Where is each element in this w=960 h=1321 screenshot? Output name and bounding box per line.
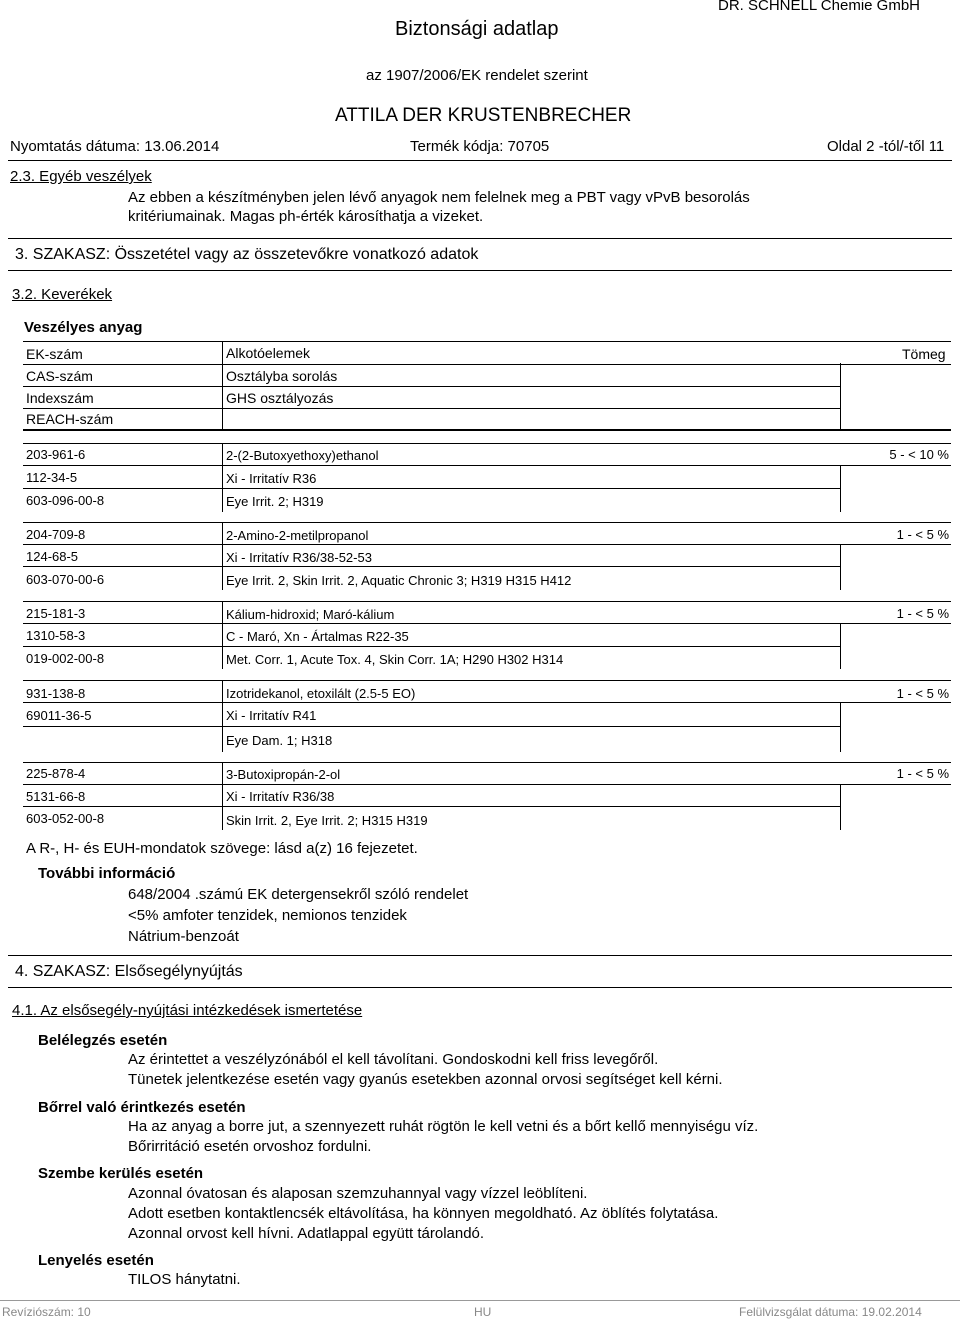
row-top-rule bbox=[23, 601, 951, 602]
section-3-top-rule bbox=[8, 238, 952, 239]
section-4-1-heading: 4.1. Az elsősegély-nyújtási intézkedések ismertetése bbox=[12, 1002, 363, 1019]
row-5-cas: 5131-66-8 bbox=[26, 789, 86, 804]
table-col-divider bbox=[222, 762, 223, 830]
language-code: HU bbox=[474, 1305, 492, 1319]
col-classification-header: Osztályba sorolás bbox=[226, 368, 338, 384]
row-2-name: 2-Amino-2-metilpropanol bbox=[226, 528, 369, 543]
ingestion-heading: Lenyelés esetén bbox=[38, 1252, 154, 1269]
row-4-ghs: Eye Dam. 1; H318 bbox=[226, 733, 333, 748]
section-3-2-heading: 3.2. Keverékek bbox=[12, 286, 113, 303]
row-1-ec: 203-961-6 bbox=[26, 447, 86, 462]
row-5-ec: 225-878-4 bbox=[26, 766, 86, 781]
section-4-top-rule bbox=[8, 955, 952, 956]
row-3-index: 019-002-00-8 bbox=[26, 651, 105, 666]
row-3-classification: C - Maró, Xn - Ártalmas R22-35 bbox=[226, 629, 409, 644]
section-4-heading: 4. SZAKASZ: Elsősegélynyújtás bbox=[15, 963, 243, 980]
table-rule bbox=[23, 488, 840, 489]
table-col-divider bbox=[840, 544, 841, 590]
row-4-mass: 1 - < 5 % bbox=[896, 686, 949, 701]
inhalation-text: Az érintettet a veszélyzónából el kell távolítani. Gondoskodni kell friss levegőről. bbox=[128, 1051, 659, 1068]
row-top-rule bbox=[23, 762, 951, 763]
row-2-mass: 1 - < 5 % bbox=[896, 527, 949, 542]
table-rule bbox=[23, 386, 223, 387]
document-title: Biztonsági adatlap bbox=[395, 18, 559, 40]
ingestion-text: TILOS hánytatni. bbox=[128, 1271, 241, 1288]
row-5-name: 3-Butoxipropán-2-ol bbox=[226, 767, 341, 782]
row-1-cas: 112-34-5 bbox=[26, 470, 78, 485]
table-rule bbox=[23, 623, 951, 624]
col-index-header: Indexszám bbox=[26, 390, 94, 406]
row-3-mass: 1 - < 5 % bbox=[896, 606, 949, 621]
table-rule bbox=[222, 408, 840, 409]
skin-contact-text: Ha az anyag a borre jut, a szennyezett ruhát rögtön le kell vetni és a bőrt kellő mennyiségu víz. bbox=[128, 1118, 759, 1135]
table-rule bbox=[23, 465, 951, 466]
hazard-heading: Veszélyes anyag bbox=[24, 319, 143, 336]
table-col-divider bbox=[222, 443, 223, 512]
regulation: az 1907/2006/EK rendelet szerint bbox=[366, 67, 588, 84]
table-col-divider bbox=[840, 623, 841, 669]
review-date: Felülvizsgálat dátuma: 19.02.2014 bbox=[739, 1305, 922, 1319]
row-top-rule bbox=[23, 443, 951, 444]
table-rule bbox=[23, 806, 840, 807]
company-name: DR. SCHNELL Chemie GmbH bbox=[718, 0, 920, 14]
row-1-classification: Xi - Irritatív R36 bbox=[226, 471, 317, 486]
row-4-classification: Xi - Irritatív R41 bbox=[226, 708, 317, 723]
row-4-cas: 69011-36-5 bbox=[26, 708, 92, 723]
table-top-rule bbox=[23, 341, 951, 342]
more-info-line: <5% amfoter tenzidek, nemionos tenzidek bbox=[128, 907, 407, 924]
table-rule bbox=[23, 646, 840, 647]
table-col-divider bbox=[222, 601, 223, 669]
table-header-bottom-rule bbox=[23, 429, 951, 431]
table-rule bbox=[222, 386, 840, 387]
row-2-classification: Xi - Irritatív R36/38-52-53 bbox=[226, 550, 372, 565]
inhalation-heading: Belélegzés esetén bbox=[38, 1032, 168, 1049]
table-col-divider bbox=[222, 680, 223, 752]
col-mass-header: Tömeg bbox=[902, 346, 946, 362]
table-col-divider bbox=[840, 465, 841, 512]
eye-contact-text: Azonnal óvatosan és alaposan szemzuhannyal vagy vízzel leöblíteni. bbox=[128, 1185, 588, 1202]
product-code: Termék kódja: 70705 bbox=[410, 138, 550, 155]
row-1-mass: 5 - < 10 % bbox=[889, 447, 949, 462]
more-info-line: Nátrium-benzoát bbox=[128, 928, 239, 945]
section-3-bottom-rule bbox=[8, 270, 952, 271]
section-2-3-text-1: Az ebben a készítményben jelen lévő anyagok nem felelnek meg a PBT vagy vPvB besorolás bbox=[128, 189, 750, 206]
table-rule bbox=[23, 566, 840, 567]
table-rule bbox=[23, 364, 223, 365]
col-ec-header: EK-szám bbox=[26, 346, 83, 362]
print-date: Nyomtatás dátuma: 13.06.2014 bbox=[10, 138, 220, 155]
table-rule bbox=[23, 784, 951, 785]
row-2-cas: 124-68-5 bbox=[26, 549, 79, 564]
col-reach-header: REACH-szám bbox=[26, 411, 114, 427]
col-cas-header: CAS-szám bbox=[26, 368, 93, 384]
table-col-divider bbox=[840, 702, 841, 752]
row-5-ghs: Skin Irrit. 2, Eye Irrit. 2; H315 H319 bbox=[226, 813, 428, 828]
page-number: Oldal 2 -tól/-től 11 bbox=[827, 138, 945, 155]
eye-contact-text: Azonnal orvost kell hívni. Adatlappal együtt tárolandó. bbox=[128, 1225, 485, 1242]
row-3-ghs: Met. Corr. 1, Acute Tox. 4, Skin Corr. 1A; H290 H302 H314 bbox=[226, 652, 564, 667]
row-5-mass: 1 - < 5 % bbox=[896, 766, 949, 781]
row-5-index: 603-052-00-8 bbox=[26, 811, 105, 826]
row-1-index: 603-096-00-8 bbox=[26, 493, 105, 508]
row-1-ghs: Eye Irrit. 2; H319 bbox=[226, 494, 324, 509]
row-top-rule bbox=[23, 522, 951, 523]
inhalation-text: Tünetek jelentkezése esetén vagy gyanús esetekben azonnal orvosi segítséget kell kérni. bbox=[128, 1071, 723, 1088]
more-info-heading: További információ bbox=[38, 865, 176, 882]
table-rule bbox=[23, 726, 840, 727]
table-rule bbox=[222, 364, 951, 365]
revision-number: Revíziószám: 10 bbox=[2, 1305, 91, 1319]
product-name: ATTILA DER KRUSTENBRECHER bbox=[335, 105, 632, 126]
section-4-bottom-rule bbox=[8, 987, 952, 988]
table-rule bbox=[23, 702, 951, 703]
table-rule bbox=[23, 544, 951, 545]
table-col-divider bbox=[840, 363, 841, 431]
row-top-rule bbox=[23, 680, 951, 681]
skin-contact-heading: Bőrrel való érintkezés esetén bbox=[38, 1099, 246, 1116]
row-4-name: Izotridekanol, etoxilált (2.5-5 EO) bbox=[226, 686, 416, 701]
table-col-divider bbox=[840, 784, 841, 830]
row-3-ec: 215-181-3 bbox=[26, 606, 86, 621]
header-rule bbox=[8, 160, 952, 161]
table-rule bbox=[23, 408, 223, 409]
footer-rule bbox=[0, 1300, 960, 1301]
table-col-divider bbox=[222, 522, 223, 590]
table-note: A R-, H- és EUH-mondatok szövege: lásd a(z) 16 fejezetet. bbox=[26, 840, 418, 857]
row-3-cas: 1310-58-3 bbox=[26, 628, 86, 643]
more-info-line: 648/2004 .számú EK detergensekről szóló rendelet bbox=[128, 886, 469, 903]
row-2-ec: 204-709-8 bbox=[26, 527, 86, 542]
col-ghs-header: GHS osztályozás bbox=[226, 390, 334, 406]
section-2-3-heading: 2.3. Egyéb veszélyek bbox=[10, 168, 152, 185]
skin-contact-text: Bőrirritáció esetén orvoshoz fordulni. bbox=[128, 1138, 372, 1155]
row-2-ghs: Eye Irrit. 2, Skin Irrit. 2, Aquatic Chronic 3; H319 H315 H412 bbox=[226, 573, 572, 588]
row-3-name: Kálium-hidroxid; Maró-kálium bbox=[226, 607, 395, 622]
row-1-name: 2-(2-Butoxyethoxy)ethanol bbox=[226, 448, 379, 463]
row-4-ec: 931-138-8 bbox=[26, 686, 86, 701]
col-component-header: Alkotóelemek bbox=[226, 345, 311, 361]
eye-contact-heading: Szembe kerülés esetén bbox=[38, 1165, 204, 1182]
section-3-heading: 3. SZAKASZ: Összetétel vagy az összetevőkre vonatkozó adatok bbox=[15, 246, 479, 263]
row-2-index: 603-070-00-6 bbox=[26, 572, 105, 587]
eye-contact-text: Adott esetben kontaktlencsék eltávolítása, ha könnyen megoldható. Az öblítés folytatása. bbox=[128, 1205, 719, 1222]
row-5-classification: Xi - Irritatív R36/38 bbox=[226, 789, 335, 804]
section-2-3-text-2: kritériumainak. Magas ph-érték károsíthatja a vizeket. bbox=[128, 208, 484, 225]
